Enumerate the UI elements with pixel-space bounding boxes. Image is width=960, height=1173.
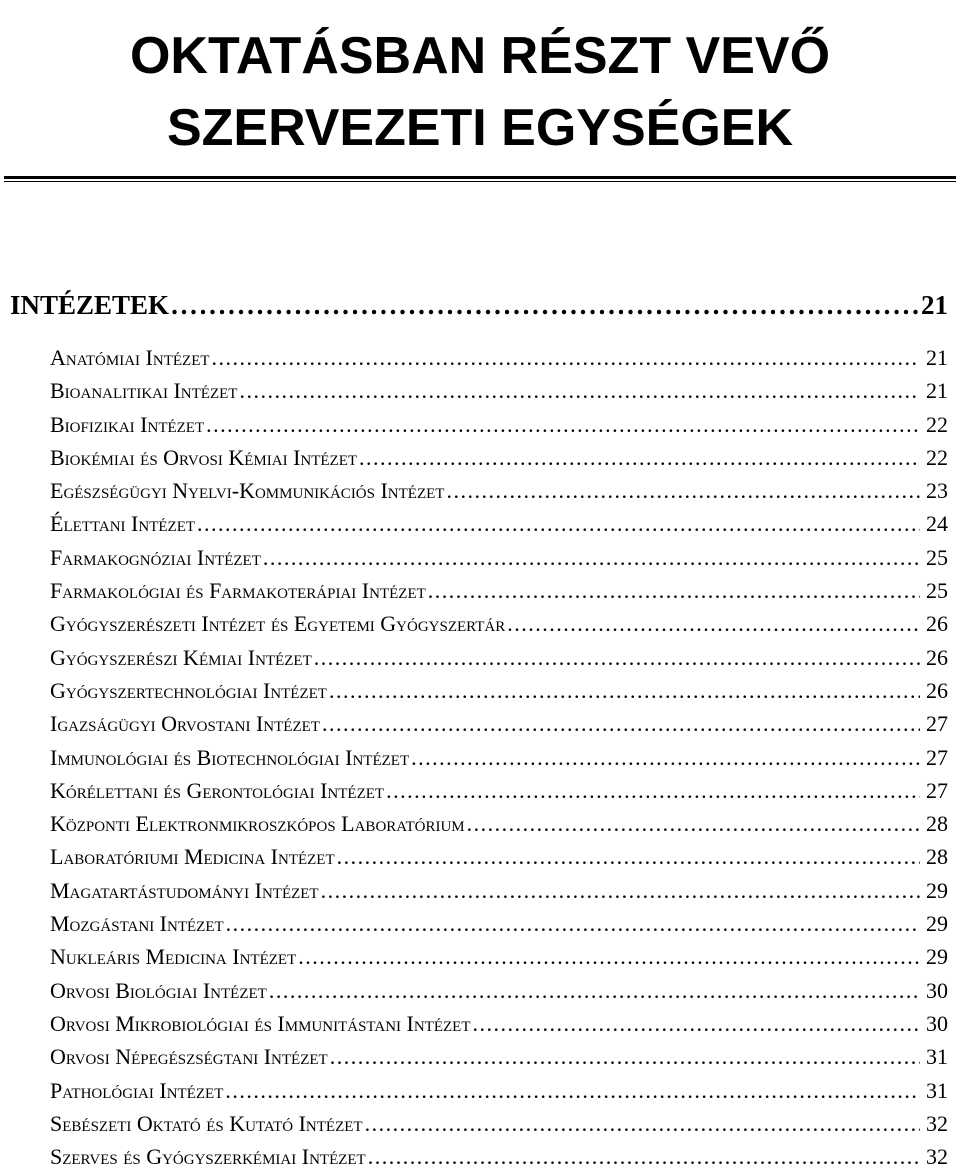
section-page-number: 21	[921, 290, 948, 320]
toc-entry-page-number: 24	[926, 511, 948, 537]
toc-entry-page-number: 26	[926, 644, 948, 670]
toc-entry-label: Immunológiai és Biotechnológiai Intézet	[50, 744, 410, 770]
toc-entry[interactable]	[50, 674, 948, 707]
dot-leader	[337, 840, 920, 873]
toc-entry[interactable]	[50, 940, 948, 973]
toc-entry-page-number: 32	[926, 1144, 948, 1170]
toc-entry-label: Anatómiai Intézet	[50, 345, 210, 370]
dot-leader	[321, 874, 920, 907]
dot-leader	[239, 374, 920, 407]
toc-entry-page-number: 22	[926, 444, 948, 470]
toc-entry-page-number: 31	[926, 1077, 948, 1103]
title-rule-thick	[4, 176, 956, 179]
dot-leader	[206, 408, 920, 441]
toc-entry[interactable]	[50, 474, 948, 507]
toc-section-heading[interactable]	[10, 287, 948, 323]
dot-leader	[225, 1074, 920, 1107]
dot-leader	[298, 940, 920, 973]
toc-entry-label: Mozgástani Intézet	[50, 911, 224, 937]
toc-entry[interactable]	[50, 408, 948, 441]
toc-entry-page-number: 21	[926, 345, 948, 370]
toc-entry-page-number: 28	[926, 844, 948, 870]
toc-entry[interactable]	[50, 1040, 948, 1073]
toc-entry-page-number: 22	[926, 411, 948, 437]
toc-entry-label: Magatartástudományi Intézet	[50, 877, 319, 903]
toc-entry-label: Orvosi Biológiai Intézet	[50, 977, 267, 1003]
toc-entry-label: Gyógyszerészeti Intézet és Egyetemi Gyógyszertár	[50, 611, 506, 637]
dot-leader	[212, 341, 920, 374]
toc-entry-page-number: 26	[926, 611, 948, 637]
toc-entry-label: Laboratóriumi Medicina Intézet	[50, 844, 335, 870]
toc-entry-page-number: 29	[926, 944, 948, 970]
toc-entry-label: Nukleáris Medicina Intézet	[50, 944, 297, 970]
toc-entry[interactable]	[50, 907, 948, 940]
title-rule-thin	[4, 181, 956, 182]
toc-entry-page-number: 29	[926, 877, 948, 903]
toc-entry[interactable]	[50, 974, 948, 1007]
dot-leader	[467, 807, 920, 840]
toc-entry-label: Gyógyszerészi Kémiai Intézet	[50, 644, 312, 670]
toc-entry-label: Biofizikai Intézet	[50, 411, 205, 437]
toc-entry-page-number: 23	[926, 478, 948, 504]
dot-leader	[365, 1107, 920, 1140]
toc-entry[interactable]	[50, 607, 948, 640]
dot-leader	[226, 907, 920, 940]
toc-entry-label: Élettani Intézet	[50, 511, 196, 537]
dot-leader	[386, 774, 920, 807]
toc-entry-page-number: 32	[926, 1110, 948, 1136]
toc-entry-label: Farmakognóziai Intézet	[50, 544, 261, 570]
toc-entry-page-number: 25	[926, 544, 948, 570]
dot-leader	[446, 474, 920, 507]
toc-entry-label: Szerves és Gyógyszerkémiai Intézet	[50, 1144, 366, 1170]
toc-entry-page-number: 30	[926, 1010, 948, 1036]
dot-leader	[330, 1040, 920, 1073]
toc-entry-label: Bioanalitikai Intézet	[50, 378, 238, 404]
toc-entry-label: Orvosi Mikrobiológiai és Immunitástani Intézet	[50, 1010, 471, 1036]
toc-entry[interactable]	[50, 507, 948, 540]
toc-entry[interactable]	[50, 541, 948, 574]
toc-entry-label: Központi Elektronmikroszkópos Laboratórium	[50, 811, 465, 837]
toc-entry-label: Biokémiai és Orvosi Kémiai Intézet	[50, 444, 358, 470]
toc-entry[interactable]	[50, 840, 948, 873]
title-line-2: SZERVEZETI EGYSÉGEK	[166, 99, 794, 157]
dot-leader	[314, 641, 920, 674]
toc-entry-page-number: 27	[926, 711, 948, 737]
title-line-1: OKTATÁSBAN RÉSZT VEVŐ	[129, 27, 831, 85]
toc-entry[interactable]	[50, 341, 948, 374]
toc-entry[interactable]	[50, 441, 948, 474]
toc-entry-page-number: 27	[926, 744, 948, 770]
toc-entry-page-number: 28	[926, 811, 948, 837]
dot-leader	[411, 741, 920, 774]
toc-entry[interactable]	[50, 374, 948, 407]
toc-entry[interactable]	[50, 1074, 948, 1107]
toc-entry-page-number: 30	[926, 977, 948, 1003]
toc-entry-label: Egészségügyi Nyelvi-Kommunikációs Intézet	[50, 478, 445, 504]
toc-entry-page-number: 25	[926, 578, 948, 604]
toc-entry-page-number: 27	[926, 777, 948, 803]
dot-leader	[507, 607, 920, 640]
toc-entry[interactable]	[50, 1007, 948, 1040]
dot-leader	[197, 507, 920, 540]
toc-list	[50, 341, 948, 1173]
dot-leader	[368, 1140, 920, 1173]
toc-entry[interactable]	[50, 741, 948, 774]
toc-entry[interactable]	[50, 574, 948, 607]
dot-leader	[269, 974, 920, 1007]
dot-leader	[263, 541, 920, 574]
toc-entry[interactable]	[50, 774, 948, 807]
toc-entry-label: Orvosi Népegészségtani Intézet	[50, 1044, 328, 1070]
toc-entry-page-number: 29	[926, 911, 948, 937]
toc-entry-label: Sebészeti Oktató és Kutató Intézet	[50, 1110, 363, 1136]
toc-entry[interactable]	[50, 1140, 948, 1173]
toc-entry-label: Igazságügyi Orvostani Intézet	[50, 711, 320, 737]
dot-leader	[171, 287, 919, 323]
toc-entry[interactable]	[50, 641, 948, 674]
toc-entry-label: Kórélettani és Gerontológiai Intézet	[50, 777, 385, 803]
toc-entry-page-number: 26	[926, 677, 948, 703]
toc-entry-label: Pathológiai Intézet	[50, 1077, 224, 1103]
toc-entry-page-number: 31	[926, 1044, 948, 1070]
toc-entry[interactable]	[50, 1107, 948, 1140]
dot-leader	[329, 674, 920, 707]
toc-entry[interactable]	[50, 807, 948, 840]
toc-entry[interactable]	[50, 707, 948, 740]
dot-leader	[359, 441, 920, 474]
toc-entry-page-number: 21	[926, 378, 948, 404]
section-label: INTÉZETEK	[10, 290, 170, 320]
dot-leader	[322, 707, 920, 740]
dot-leader	[428, 574, 920, 607]
toc-entry-label: Gyógyszertechnológiai Intézet	[50, 677, 327, 703]
dot-leader	[473, 1007, 921, 1040]
toc-entry-label: Farmakológiai és Farmakoterápiai Intézet	[50, 578, 426, 604]
toc-entry[interactable]	[50, 874, 948, 907]
